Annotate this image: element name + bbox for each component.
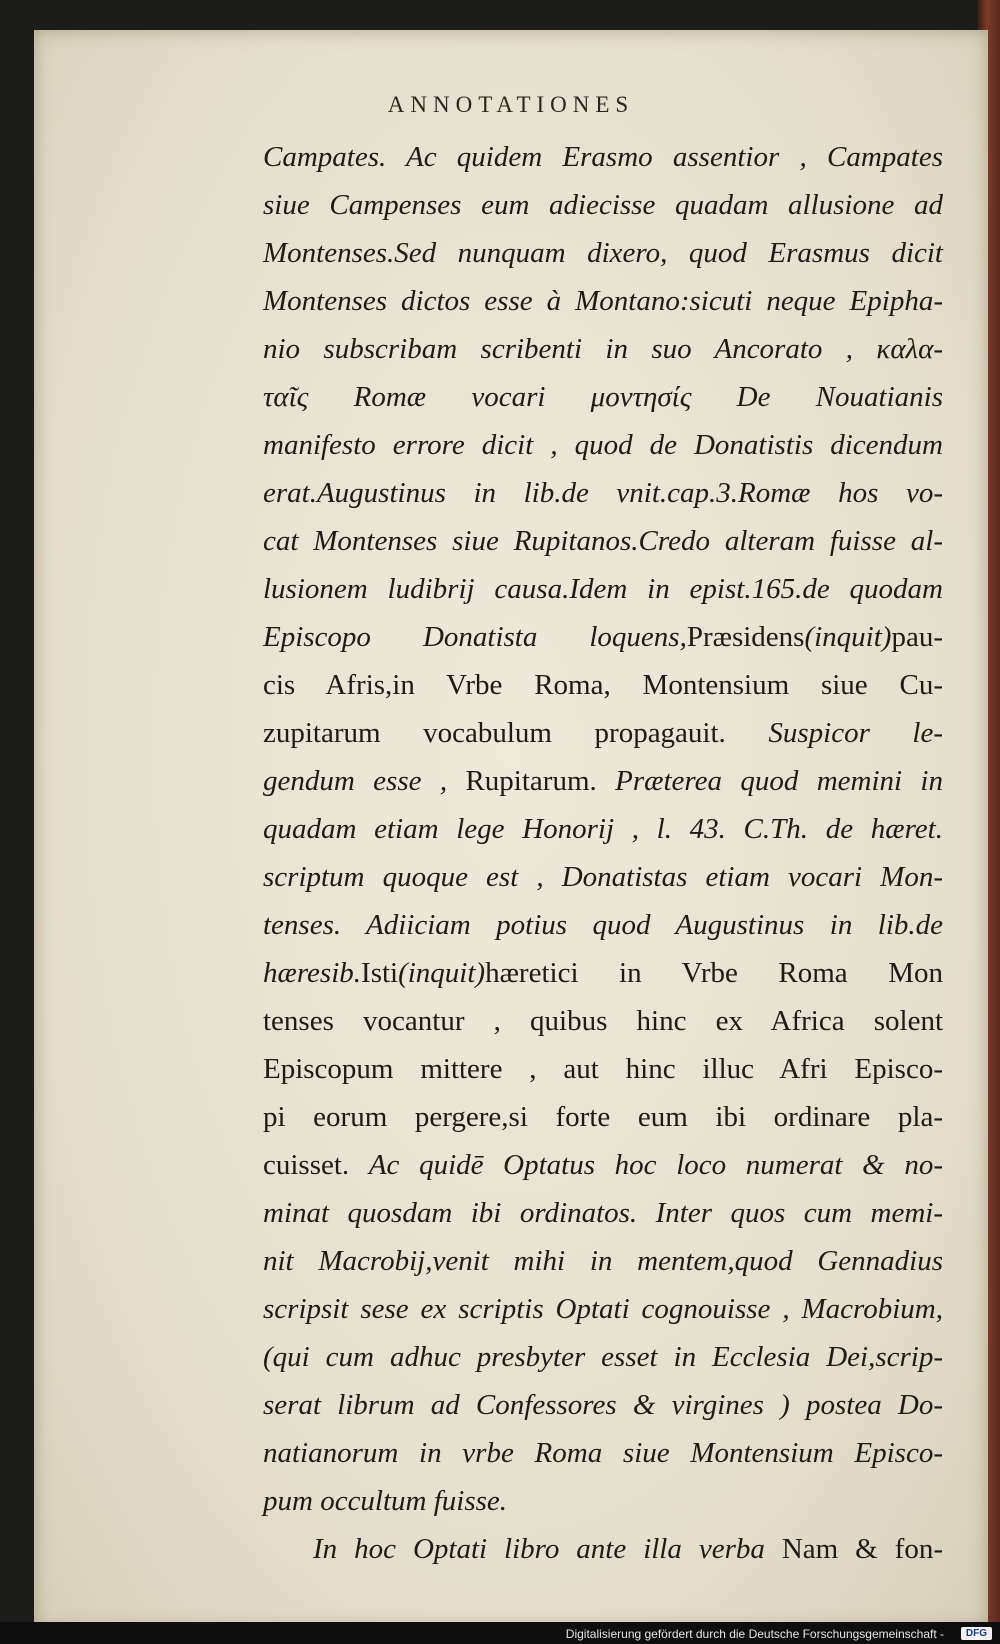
roman-span: Præsidens xyxy=(686,621,805,653)
text-line xyxy=(263,997,943,1045)
dfg-logo-icon: DFG xyxy=(961,1627,992,1640)
italic-span: (inquit) xyxy=(804,621,892,653)
text-line xyxy=(263,709,943,757)
running-head: ANNOTATIONES xyxy=(387,92,635,117)
text-line xyxy=(263,1093,943,1141)
text-line xyxy=(263,853,943,901)
italic-span: cat Montenses siue Rupitanos.Credo alteram fuisse al- xyxy=(263,525,943,557)
italic-span: lusionem ludibrij causa.Idem in epist.165.de quodam xyxy=(263,573,943,605)
italic-span: scripsit sese ex scriptis Optati cognouisse , Macrobium, xyxy=(263,1293,943,1325)
roman-span: zupitarum vocabulum propagauit. xyxy=(263,717,769,749)
text-line xyxy=(263,517,943,565)
text-line xyxy=(263,613,943,661)
italic-span: tenses. Adiiciam potius quod Augustinus in lib.de xyxy=(263,909,943,941)
italic-span: pum occultum fuisse. xyxy=(263,1485,508,1517)
italic-span: nit Macrobij,venit mihi in mentem,quod Gennadius xyxy=(263,1245,943,1277)
text-line xyxy=(263,373,943,421)
text-line xyxy=(263,229,943,277)
italic-span: In hoc Optati libro ante illa verba xyxy=(313,1533,782,1565)
italic-span: ταῖς Romæ vocari μοντησίς De Nouatianis xyxy=(263,381,943,413)
italic-span: (qui cum adhuc presbyter esset in Ecclesia Dei,scrip- xyxy=(263,1341,943,1373)
italic-span: (inquit) xyxy=(398,957,486,989)
roman-span: Episcopum mittere , aut hinc illuc Afri Episco- xyxy=(263,1053,943,1085)
text-line xyxy=(263,901,943,949)
italic-span: siue Campenses eum adiecisse quadam allusione ad xyxy=(263,189,943,221)
roman-span: pau- xyxy=(891,621,943,653)
italic-span: quadam etiam lege Honorij , l. 43. C.Th. de hæret. xyxy=(263,813,943,845)
italic-span: serat librum ad Confessores & virgines ) postea Do- xyxy=(263,1389,943,1421)
text-line xyxy=(263,1333,943,1381)
text-line xyxy=(263,1477,943,1525)
italic-span: Præterea quod memini in xyxy=(615,765,943,797)
italic-span: erat.Augustinus in lib.de vnit.cap.3.Romæ hos vo- xyxy=(263,477,943,509)
text-line xyxy=(263,1189,943,1237)
italic-span: minat quosdam ibi ordinatos. Inter quos cum memi- xyxy=(263,1197,943,1229)
text-line xyxy=(263,1237,943,1285)
text-line xyxy=(263,133,943,181)
text-line xyxy=(263,661,943,709)
text-line xyxy=(263,181,943,229)
text-line xyxy=(263,1141,943,1189)
italic-span: hæresib. xyxy=(263,957,362,989)
roman-span: Isti xyxy=(361,957,399,989)
text-line xyxy=(263,1381,943,1429)
roman-span: cis Afris,in Vrbe Roma, Montensium siue Cu- xyxy=(263,669,943,701)
italic-span: Episcopo Donatista loquens, xyxy=(263,621,687,653)
roman-span: Nam & fon- xyxy=(781,1533,943,1565)
italic-span: nio subscribam scribenti in suo Ancorato , καλα- xyxy=(263,333,943,365)
italic-span: natianorum in vrbe Roma siue Montensium Episco- xyxy=(263,1437,943,1469)
text-line xyxy=(263,1045,943,1093)
footer-credit: Digitalisierung gefördert durch die Deutsche Forschungsgemeinschaft - xyxy=(565,1627,944,1641)
text-line xyxy=(263,469,943,517)
roman-span: pi eorum pergere,si forte eum ibi ordinare pla- xyxy=(263,1101,943,1133)
italic-span: Montenses dictos esse à Montano:sicuti neque Epipha- xyxy=(263,285,943,317)
body-text xyxy=(263,133,943,1573)
text-line xyxy=(263,325,943,373)
text-line xyxy=(263,1525,943,1573)
italic-span: Ac quidē Optatus hoc loco numerat & no- xyxy=(368,1149,943,1181)
text-line xyxy=(263,565,943,613)
text-line xyxy=(263,805,943,853)
roman-span: cuisset. xyxy=(263,1149,369,1181)
roman-span: Rupitarum. xyxy=(465,765,616,797)
italic-span: Montenses.Sed nunquam dixero, quod Erasmus dicit xyxy=(263,237,943,269)
footer-bar xyxy=(0,1622,1000,1644)
italic-span: Campates. Ac quidem Erasmo assentior , Campates xyxy=(263,141,943,173)
text-line xyxy=(263,949,943,997)
text-line xyxy=(263,421,943,469)
text-line xyxy=(263,757,943,805)
italic-span: Suspicor le- xyxy=(768,717,943,749)
text-line xyxy=(263,1285,943,1333)
text-line xyxy=(263,277,943,325)
roman-span: hæretici in Vrbe Roma Mon xyxy=(485,957,943,989)
text-line xyxy=(263,1429,943,1477)
italic-span: scriptum quoque est , Donatistas etiam vocari Mon- xyxy=(263,861,943,893)
roman-span: tenses vocantur , quibus hinc ex Africa solent xyxy=(263,1005,943,1037)
italic-span: manifesto errore dicit , quod de Donatistis dicendum xyxy=(263,429,943,461)
italic-span: gendum esse , xyxy=(263,765,466,797)
